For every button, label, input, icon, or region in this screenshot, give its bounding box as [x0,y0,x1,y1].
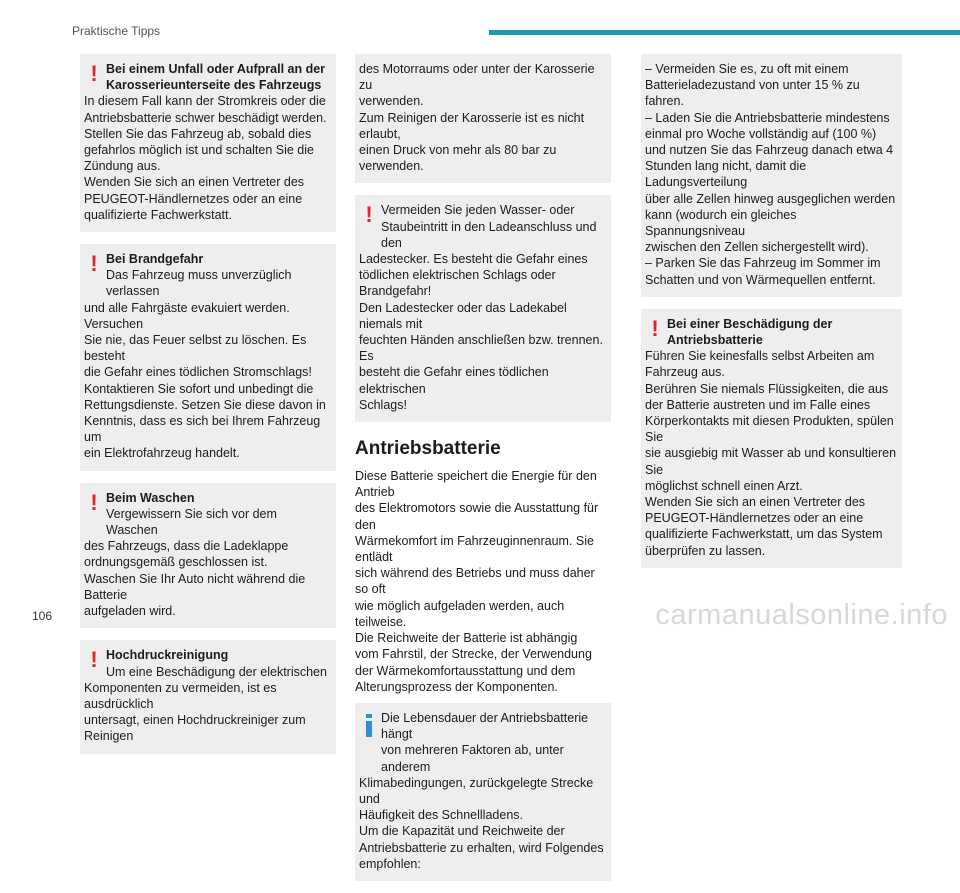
page-header-title: Praktische Tipps [72,24,161,38]
page-number: 106 [32,609,53,623]
warning-exclamation-icon: ! [90,251,98,277]
warning-exclamation-icon: ! [365,202,373,228]
warning-text: Komponenten zu vermeiden, ist es ausdrücklich untersagt, einen Hochdruckreiniger zum Reinigen [84,680,306,744]
warning-first-line: Vergewissern Sie sich vor dem Waschen [106,506,277,538]
warning-box-brand [80,244,336,471]
warning-text: des Motorraums oder unter der Karosserie zu verwenden. Zum Reinigen der Karosserie ist es nicht erlaubt, einen Druck von mehr als 80 bar zu verwenden. [359,62,595,174]
warning-title: Bei Brandgefahr [106,252,204,267]
warning-text: des Fahrzeugs, dass die Ladeklappe ordnungsgemäß geschlossen ist. Waschen Sie Ihr Auto nicht während die Batterie aufgeladen wird. [84,539,306,619]
section-heading: Antriebsbatterie [355,438,501,460]
warning-text: In diesem Fall kann der Stromkreis oder die Antriebsbatterie schwer beschädigt werden. Stellen Sie das Fahrzeug ab, sobald dies gefahrlos möglich ist und schalten Sie die Zündung aus. Wenden Sie sich an einen Vertreter des PEUGEOT-Händlernetzes oder an eine qualifizierte Fachwerkstatt. [84,94,327,222]
info-text: Klimabedingungen, zurückgelegte Strecke und Häufigkeit des Schnellladens. Um die Kapazität und Reichweite der Antriebsbatterie zu erhalten, wird Folgendes empfohlen: [359,775,604,871]
watermark-text: carmanualsonline.info [655,599,948,631]
info-first-line: Die Lebensdauer der Antriebsbatterie hängt von mehreren Faktoren ab, unter anderem [381,710,589,774]
warning-title: Bei einem Unfall oder Aufprall an der Karosserieunterseite des Fahrzeugs [106,62,326,93]
warning-text: und alle Fahrgäste evakuiert werden. Versuchen Sie nie, das Feuer selbst zu löschen. Es besteht die Gefahr eines tödlichen Stromschlags! Kontaktieren Sie sofort und unbedingt die Rettungsdienste. Setzen Sie diese davon in Kenntnis, dass es sich bei Ihrem Fahrzeug um ein Elektrofahrzeug handelt. [84,300,326,461]
warning-box-wasser [355,195,611,422]
warning-title: Hochdruckreinigung [106,648,229,663]
info-icon [366,714,372,736]
warning-box-hochdruck-continued [355,54,611,183]
warning-first-line: Vermeiden Sie jeden Wasser- oder Staubeintritt in den Ladeanschluss und den [381,203,597,250]
column-1 [80,54,336,766]
warning-title: Beim Waschen [106,490,195,505]
warning-exclamation-icon: ! [90,61,98,86]
warning-text: Führen Sie keinesfalls selbst Arbeiten am Fahrzeug aus. Berühren Sie niemals Flüssigkeiten, die aus der Batterie austreten und im Falle eines Körperkontakts mit diesen Produkten, spülen Sie sie ausgiebig mit Wasser ab und konsultieren Sie möglichst schnell einen Arzt. Wenden Sie sich an einen Vertreter des PEUGEOT-Händlernetzes oder an eine qualifizierte Fachwerkstatt, um das System überprüfen zu lassen. [645,349,897,558]
warning-exclamation-icon: ! [90,647,98,673]
warning-box-waschen [80,483,336,629]
warning-first-line: Um eine Beschädigung der elektrischen [106,664,327,679]
warning-box-unfall [80,54,336,232]
info-box-lebensdauer [355,703,611,881]
warning-first-line: Das Fahrzeug muss unverzüglich verlassen [106,268,292,299]
info-box-recommendations [641,54,902,297]
warning-exclamation-icon: ! [651,315,659,341]
warning-exclamation-icon: ! [90,489,98,515]
column-2 [355,54,611,893]
warning-title: Bei einer Beschädigung der Antriebsbatterie [667,316,833,348]
warning-box-hochdruck [80,640,336,753]
warning-box-beschaedigung [641,309,902,568]
section-body-text: Diese Batterie speichert die Energie für den Antrieb des Elektromotors sowie die Ausstattung für den Wärmekomfort im Fahrzeuginnenraum. Sie entlädt sich während des Betriebs und muss daher so oft wie möglich aufgeladen werden, auch teilweise. Die Reichweite der Batterie ist abhängig vom Fahrstil, der Strecke, der Verwendung der Wärmekomfortausstattung und dem Alterungsprozess der Komponenten. [355,469,599,694]
header-accent-bar [489,30,960,35]
column-3 [641,54,902,580]
warning-text: Ladestecker. Es besteht die Gefahr eines tödlichen elektrischen Schlags oder Brandgefahr! Den Ladestecker oder das Ladekabel niemals mit feuchten Händen anschließen bzw. trennen. Es besteht die Gefahr eines tödlichen elektrischen Schlags! [359,252,603,412]
recommendation-list: – Vermeiden Sie es, zu oft mit einem Batterieladezustand von unter 15 % zu fahren. – Laden Sie die Antriebsbatterie mindestens einmal pro Woche vollständig auf (100 %) und nutzen Sie das Fahrzeug danach etwa 4 Stunden lang nicht, damit die Ladungsverteilung über alle Zellen hinweg ausgeglichen werden kann (wodurch ein gleiches Spannungsniveau zwischen den Zellen sichergestellt wird). – Parken Sie das Fahrzeug im Sommer im Schatten und von Wärmequellen entfernt. [645,62,896,287]
